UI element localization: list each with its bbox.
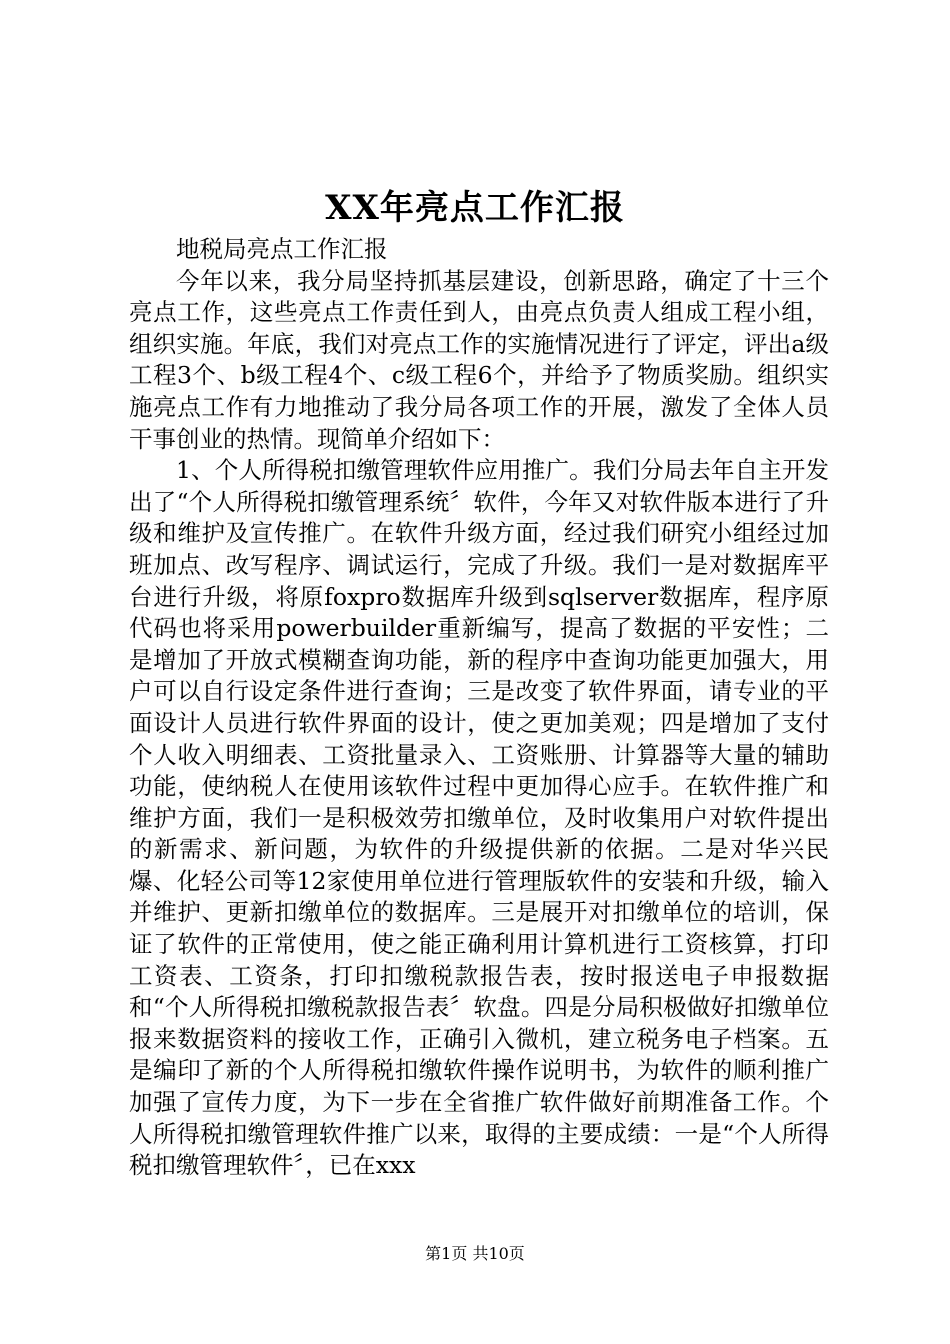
paragraph-intro: 今年以来，我分局坚持抓基层建设，创新思路，确定了十三个亮点工作，这些亮点工作责任到人，由亮点负责人组成工程小组，组织实施。年底，我们对亮点工作的实施情况进行了评定，评出a级工程3个、b级工程4个、c级工程6个，并给予了物质奖励。组织实施亮点工作有力地推动了我分局各项工作的开展，激发了全体人员干事创业的热情。现简单介绍如下： xyxy=(129,266,829,453)
document-title: XX年亮点工作汇报 xyxy=(325,188,625,228)
paragraph-subtitle: 地税局亮点工作汇报 xyxy=(176,235,388,263)
document-body xyxy=(129,234,829,1182)
page-number-footer: 第1页 共10页 xyxy=(425,1244,525,1263)
paragraph-section-1: 1、个人所得税扣缴管理软件应用推广。我们分局去年自主开发出了“个人所得税扣缴管理系统〞软件，今年又对软件版本进行了升级和维护及宣传推广。在软件升级方面，经过我们研究小组经过加班加点、改写程序、调试运行，完成了升级。我们一是对数据库平台进行升级，将原foxpro数据库升级到sqlserver数据库，程序原代码也将采用powerbuilder重新编写，提高了数据的平安性；二是增加了开放式模糊查询功能，新的程序中查询功能更加强大，用户可以自行设定条件进行查询；三是改变了软件界面，请专业的平面设计人员进行软件界面的设计，使之更加美观；四是增加了支付个人收入明细表、工资批量录入、工资账册、计算器等大量的辅助功能，使纳税人在使用该软件过程中更加得心应手。在软件推广和维护方面，我们一是积极效劳扣缴单位，及时收集用户对软件提出的新需求、新问题，为软件的升级提供新的依据。二是对华兴民爆、化轻公司等12家使用单位进行管理版软件的安装和升级，输入并维护、更新扣缴单位的数据库。三是展开对扣缴单位的培训，保证了软件的正常使用，使之能正确利用计算机进行工资核算，打印工资表、工资条，打印扣缴税款报告表，按时报送电子申报数据和“个人所得税扣缴税款报告表〞软盘。四是分局积极做好扣缴单位报来数据资料的接收工作，正确引入微机，建立税务电子档案。五是编印了新的个人所得税扣缴软件操作说明书，为软件的顺利推广加强了宣传力度，为下一步在全省推广软件做好前期准备工作。个人所得税扣缴管理软件推广以来，取得的主要成绩：一是“个人所得税扣缴管理软件〞，已在xxx xyxy=(129,456,829,1180)
